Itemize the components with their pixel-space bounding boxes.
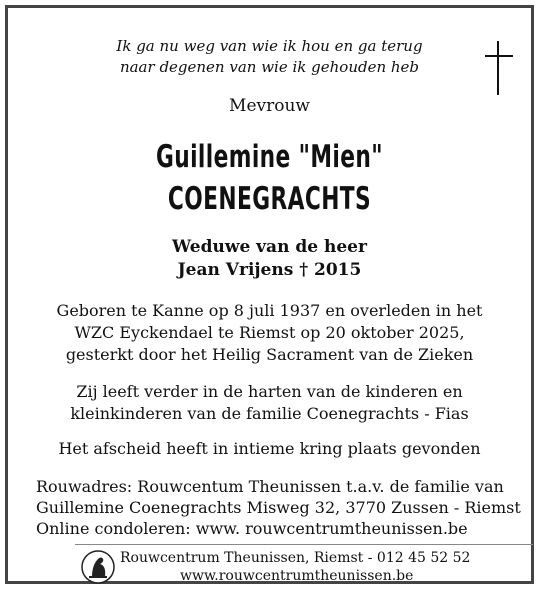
address-line-2: Guillemine Coenegrachts Misweg 32, 3770 Zussen - Riemst — [36, 498, 521, 517]
deceased-last-name: COENEGRACHTS — [167, 181, 372, 217]
latin-cross-icon — [485, 41, 513, 95]
footer — [120, 549, 470, 585]
quote — [8, 36, 531, 78]
quote-line-2: naar degenen van wie ik gehouden heb — [119, 58, 420, 76]
family-line-1: Zij leeft verder in de harten van de kinderen en — [76, 382, 463, 401]
farewell-note: Het afscheid heeft in intieme kring plaats gevonden — [58, 439, 481, 458]
address-line-3: Online condoleren: www. rouwcentrumtheunissen.be — [36, 519, 468, 538]
quote-line-1: Ik ga nu weg van wie ik hou en ga terug — [116, 37, 423, 55]
birth-death-line-3: gesterkt door het Heilig Sacrament van de Zieken — [65, 345, 474, 364]
spouse-line-2: Jean Vrijens † 2015 — [177, 260, 362, 280]
footer-contact: Rouwcentrum Theunissen, Riemst - 012 45 52 52 — [120, 550, 471, 566]
birth-death-info — [8, 300, 531, 366]
footer-website[interactable]: www.rouwcentrumtheunissen.be — [180, 568, 414, 584]
obituary-card — [5, 5, 534, 584]
footer-divider — [75, 544, 533, 545]
family-info — [8, 381, 531, 425]
honorific: Mevrouw — [229, 96, 310, 116]
spouse-line-1: Weduwe van de heer — [172, 237, 367, 257]
funeral-home-logo-icon — [80, 549, 116, 585]
address-line-1: Rouwadres: Rouwcentum Theunissen t.a.v. de familie van — [36, 477, 504, 496]
birth-death-line-1: Geboren te Kanne op 8 juli 1937 en overleden in het — [56, 301, 483, 320]
deceased-name — [66, 136, 474, 220]
birth-death-line-2: WZC Eyckendael te Riemst op 20 oktober 2025, — [74, 323, 465, 342]
spouse-info — [8, 236, 531, 282]
address-block — [36, 476, 521, 539]
family-line-2: kleinkinderen van de familie Coenegrachts - Fias — [70, 404, 469, 423]
deceased-first-name: Guillemine "Mien" — [155, 139, 384, 175]
